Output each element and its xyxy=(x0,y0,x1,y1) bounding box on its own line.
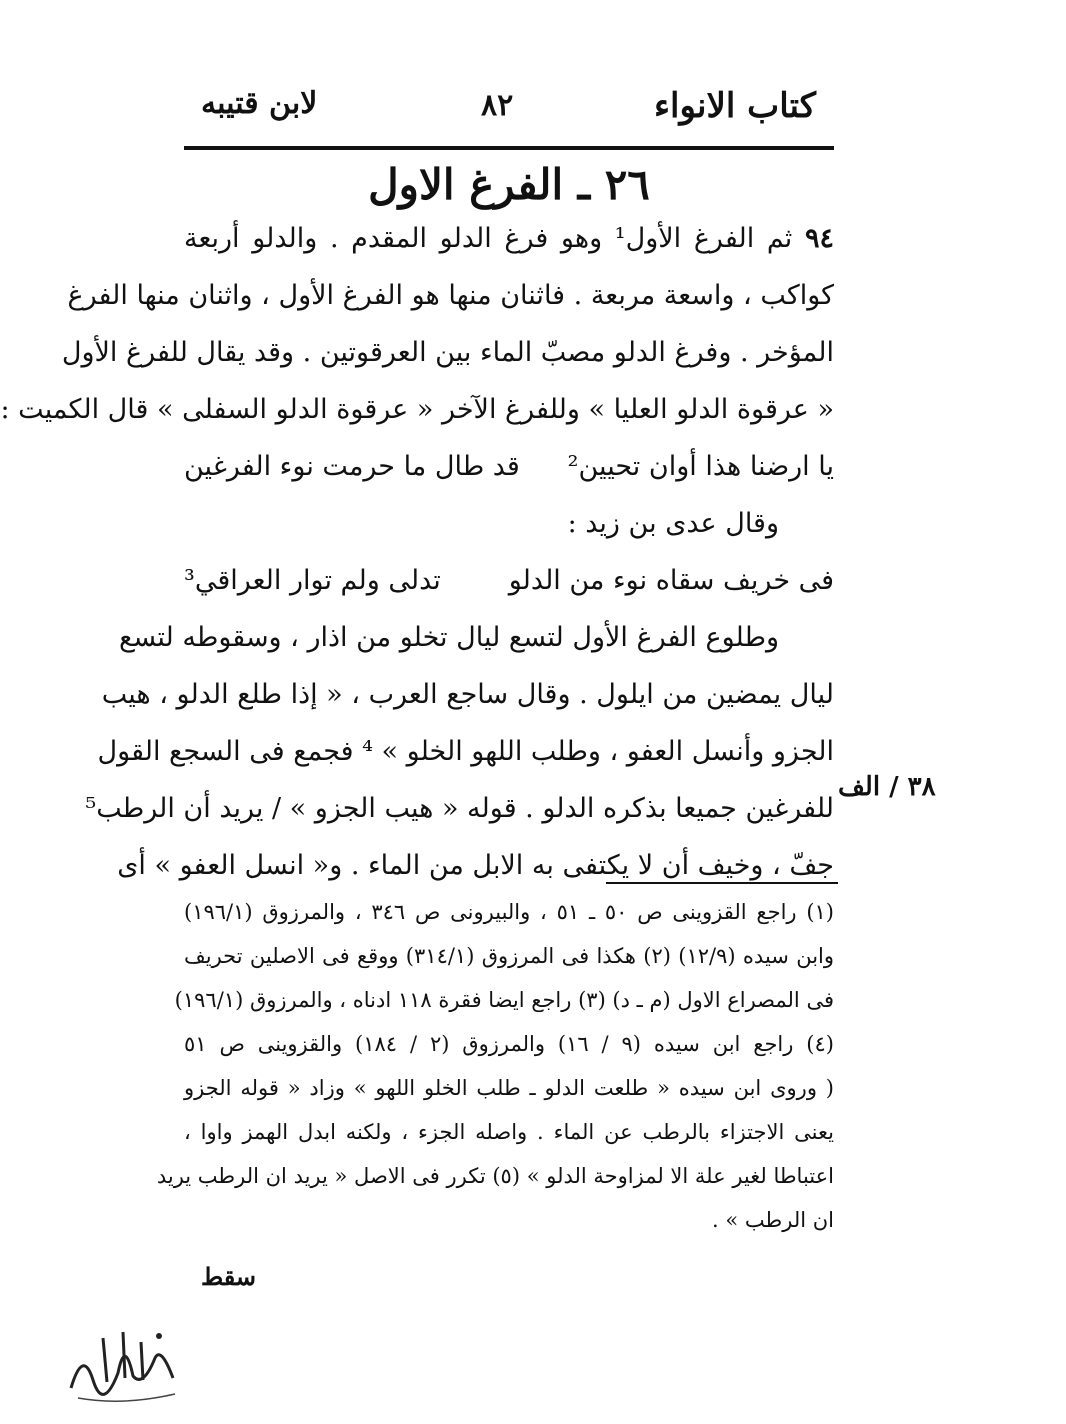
chapter-title: ٢٦ ـ الفرغ الاول xyxy=(368,160,650,209)
footnote-line: (٤) راجع ابن سيده (٩ / ١٦) والمرزوق (٢ / ١٨٤) والقزوينى ص ٥١ xyxy=(184,1032,834,1056)
footnotes xyxy=(156,890,835,1242)
text-line: وقال عدى بن زيد : xyxy=(567,508,779,539)
text-line xyxy=(184,210,834,267)
verse-hemistich-left: تدلى ولم توار العراقي³ xyxy=(184,565,441,596)
verse-hemistich-left: قد طال ما حرمت نوء الفرغين xyxy=(184,451,520,482)
text-line: ليال يمضين من ايلول . وقال ساجع العرب ، « إذا طلع الدلو ، هيب xyxy=(101,679,834,710)
verse-line xyxy=(184,438,834,495)
folio-margin-note: ٣٨ / الف xyxy=(838,772,936,802)
text-line: كواكب ، واسعة مربعة . فاثنان منها هو الفرغ الأول ، واثنان منها الفرغ xyxy=(67,280,834,311)
footnote-line: يعنى الاجتزاء بالرطب عن الماء . واصله الجزء ، ولكنه ابدل الهمز واوا ، xyxy=(184,1120,834,1144)
text-line: جفّ ، وخيف أن لا يكتفى به الابل من الماء . و« انسل العفو » أى xyxy=(117,850,834,881)
author-name: لابن قتيبه xyxy=(201,86,318,121)
main-text xyxy=(0,210,834,894)
footnote-line: اعتباطا لغير علة الا لمزاوحة الدلو » (٥) تكرر فى الاصل « يريد ان الرطب يريد xyxy=(156,1164,834,1188)
verse-line xyxy=(184,552,834,609)
footnote-line: (١) راجع القزوينى ص ٥٠ ـ ٥١ ، والبيرونى ص ٣٤٦ ، والمرزوق (١٩٦/١) xyxy=(184,900,834,924)
footnote-rule xyxy=(606,882,838,884)
book-title: كتاب الانواء xyxy=(654,86,816,126)
library-seal-logo xyxy=(63,1318,183,1412)
footnote-line: وابن سيده (١٢/٩) (٢) هكذا فى المرزوق (٣١٤/١) ووقع فى الاصلين تحريف xyxy=(184,944,835,968)
footnote-line: ان الرطب » . xyxy=(712,1208,834,1232)
text-line: للفرغين جميعا بذكره الدلو . قوله « هيب الجزو » / يريد أن الرطب⁵ xyxy=(85,793,834,824)
line-content: ثم الفرغ الأول¹ وهو فرغ الدلو المقدم . والدلو أربعة xyxy=(184,223,793,254)
calligraphy-seal-icon xyxy=(63,1318,183,1408)
paragraph-marker: ٩٤ xyxy=(804,223,834,254)
catchword: سقط xyxy=(201,1262,257,1291)
verse-hemistich-right: يا ارضنا هذا أوان تحيين² xyxy=(567,451,834,482)
text-line: المؤخر . وفرغ الدلو مصبّ الماء بين العرقوتين . وقد يقال للفرغ الأول xyxy=(61,337,834,368)
text-line: الجزو وأنسل العفو ، وطلب اللهو الخلو » ⁴ فجمع فى السجع القول xyxy=(97,736,834,767)
page-number: ٨٢ xyxy=(481,88,514,123)
footnote-line: فى المصراع الاول (م ـ د) (٣) راجع ايضا فقرة ١١٨ ادناه ، والمرزوق (١٩٦/١) xyxy=(174,988,834,1012)
page-header xyxy=(51,80,1066,140)
footnote-line: ( وروى ابن سيده « طلعت الدلو ـ طلب الخلو اللهو » وزاد « قوله الجزو xyxy=(184,1076,834,1100)
text-line: وطلوع الفرغ الأول لتسع ليال تخلو من اذار ، وسقوطه لتسع xyxy=(118,622,779,653)
text-line: « عرقوة الدلو العليا » وللفرغ الآخر « عرقوة الدلو السفلى » قال الكميت : xyxy=(0,394,834,425)
verse-hemistich-right: فى خريف سقاه نوء من الدلو xyxy=(508,565,834,596)
header-rule xyxy=(184,146,834,150)
